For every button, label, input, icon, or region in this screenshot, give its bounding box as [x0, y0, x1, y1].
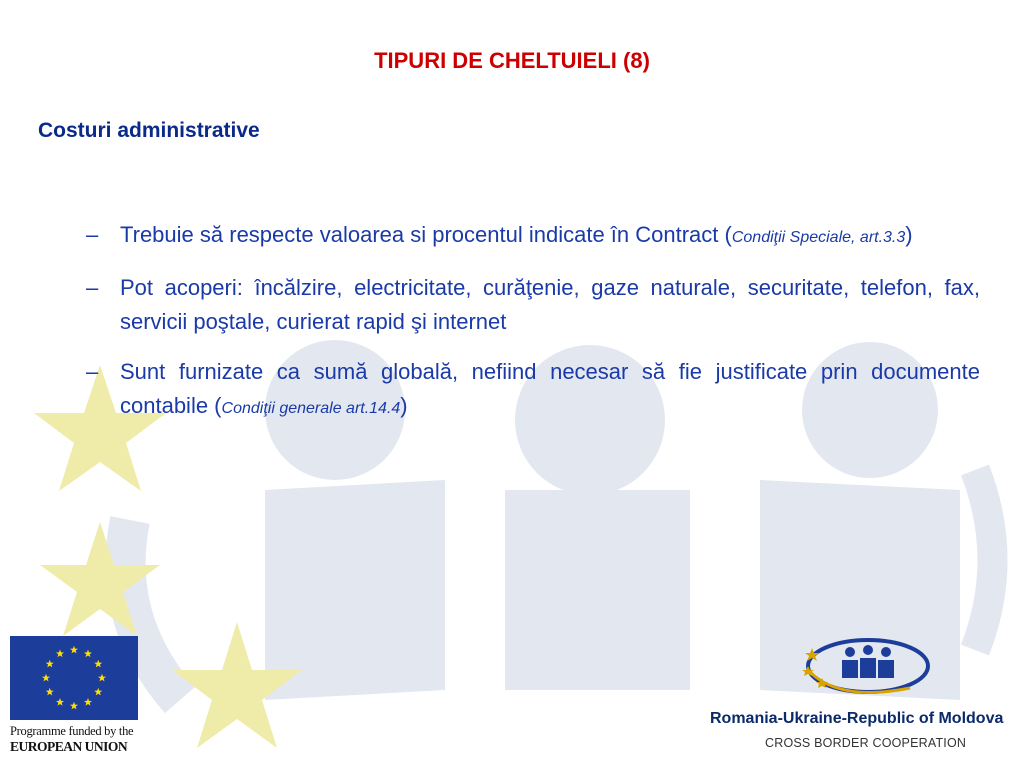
bullet-note: Condiţii Speciale, art.3.3: [731, 229, 906, 246]
bullet-list: [86, 218, 980, 442]
bullet-close: ): [400, 393, 408, 418]
bullet-text: Trebuie să respecte valoarea si procentul indicate în Contract (: [120, 222, 732, 247]
watermark-body-left: [265, 480, 445, 700]
bullet-text: Pot acoperi: încălzire, electricitate, curăţenie, gaze naturale, securitate, telefon, fax, servicii poştale, curierat rapid şi internet: [120, 275, 980, 334]
bullet-item: [86, 271, 980, 339]
watermark-body-center: [505, 490, 690, 690]
bullet-dash: –: [86, 275, 99, 300]
eu-flag-icon: [10, 636, 138, 720]
eu-caption-line2: EUROPEAN UNION: [10, 739, 128, 754]
cbc-program-name: Romania-Ukraine-Republic of Moldova: [710, 710, 1004, 727]
cbc-program-subtitle: CROSS BORDER COOPERATION: [765, 736, 967, 750]
bullet-close: ): [905, 222, 913, 247]
cbc-emblem-icon: [800, 636, 930, 702]
cbc-logo: [700, 636, 1024, 766]
bullet-text: Sunt furnizate ca sumă globală, nefiind necesar să fie justificate prin documente contabile (: [120, 359, 980, 418]
bullet-dash: –: [86, 222, 99, 247]
eu-logo: [10, 636, 138, 755]
bullet-dash: –: [86, 359, 99, 384]
bullet-note: Condiţii generale art.14.4: [221, 400, 401, 417]
slide-title: TIPURI DE CHELTUIELI (8): [374, 48, 650, 73]
watermark-arc-right: [975, 470, 993, 650]
eu-caption: [10, 723, 138, 755]
section-heading: Costuri administrative: [38, 119, 260, 142]
bullet-item: [86, 218, 980, 255]
bullet-item: [86, 355, 980, 426]
eu-caption-line1: Programme funded by the: [10, 724, 134, 738]
